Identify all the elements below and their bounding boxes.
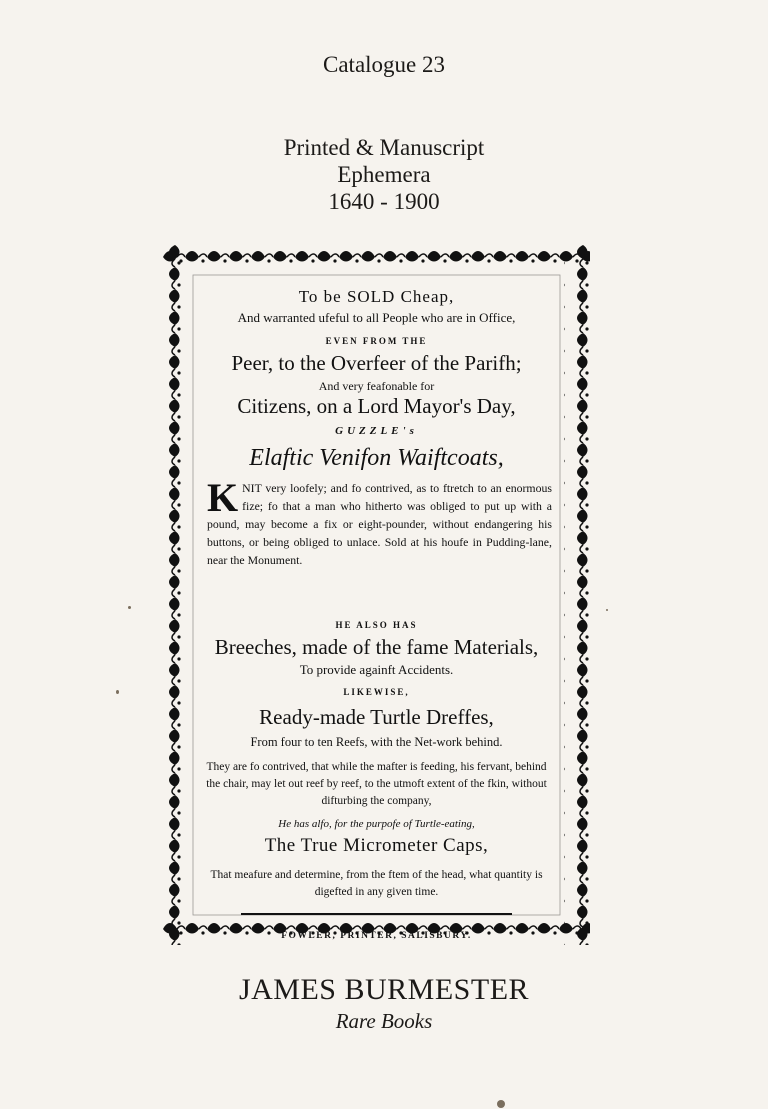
advert-paragraph: They are fo contrived, that while the mafter is feeding, his fervant, behind the chair, may let out reef by reef, to the utmoft extent of the fkin, without difturbing the company, (206, 761, 547, 807)
advert-line: From four to ten Reefs, with the Net-work behind. (250, 735, 503, 749)
advertisement-plate (163, 245, 590, 945)
publisher-name: JAMES BURMESTER (238, 973, 530, 1006)
paper-speck (128, 606, 131, 609)
advert-maker: GUZZLE's (335, 425, 418, 437)
advert-paragraph: That meafure and determine, from the ftem of the head, what quantity is digefted in any given time. (210, 869, 543, 898)
advert-caps-line: HE ALSO HAS (335, 620, 418, 630)
advert-caps-line: EVEN FROM THE (325, 336, 428, 346)
catalogue-number: Catalogue 23 (323, 52, 445, 77)
advert-line: He has alfo, for the purpofe of Turtle-eating, (278, 818, 475, 830)
advert-headline: Peer, to the Overfeer of the Parifh; (231, 351, 522, 375)
paper-speck (116, 690, 119, 694)
catalogue-title (0, 134, 768, 215)
advert-line: To provide againft Accidents. (299, 662, 454, 677)
title-line: Ephemera (337, 162, 431, 187)
advert-line: And very feafonable for (318, 379, 435, 393)
advert-paragraph-text: NIT very loofely; and fo contrived, as to ftretch to an enormous fize; fo that a man who hitherto was obliged to put up with a pound, may become a fix or eight-pounder, without endangering his buttons, or being obliged to unlace. Sold at his houfe in Pudding-lane, near the Monument. (207, 481, 552, 567)
headline-sold: To be SOLD Cheap, (298, 287, 455, 306)
paper-speck (497, 1100, 505, 1108)
advert-headline: The True Micrometer Caps, (264, 835, 489, 856)
advertisement-text (201, 283, 552, 941)
advert-headline: Citizens, on a Lord Mayor's Day, (237, 394, 516, 418)
advert-headline: Breeches, made of the fame Materials, (214, 635, 539, 659)
drop-cap: K (207, 475, 239, 520)
publisher-subtitle: Rare Books (335, 1009, 433, 1033)
printer-imprint: FOWLER, PRINTER, SALISBURY. (281, 931, 472, 941)
title-line: 1640 - 1900 (328, 189, 440, 214)
paper-speck (606, 609, 608, 611)
advert-paragraph (207, 475, 552, 569)
title-line: Printed & Manuscript (283, 135, 485, 160)
advert-headline: Ready-made Turtle Dreffes, (259, 705, 494, 729)
advert-product-title: Elaftic Venifon Waiftcoats, (249, 445, 504, 471)
divider-rule (241, 913, 512, 915)
advert-line: And warranted ufeful to all People who are in Office, (237, 310, 516, 325)
advert-caps-line: LIKEWISE, (343, 687, 410, 697)
